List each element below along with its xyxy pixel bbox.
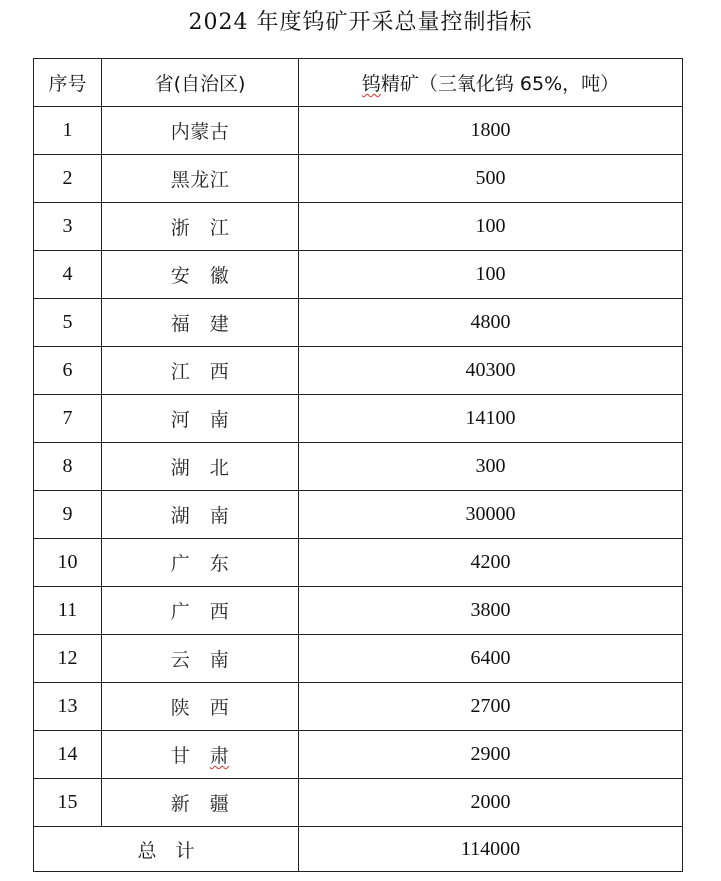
total-label: 总 计: [34, 827, 299, 872]
row-index: 13: [34, 683, 102, 731]
document-title: 2024 年度钨矿开采总量控制指标: [188, 10, 533, 35]
row-index: 2: [34, 155, 102, 203]
header-quota: [299, 59, 683, 107]
table-row: [34, 347, 683, 395]
header-quota-rest: 精矿（三氧化钨 65%，吨）: [380, 73, 620, 95]
row-province: 湖 南: [102, 491, 299, 539]
row-index: 9: [34, 491, 102, 539]
row-index: 12: [34, 635, 102, 683]
table-row: [34, 731, 683, 779]
table-header-row: [34, 59, 683, 107]
row-quota: 40300: [299, 347, 683, 395]
row-index: 14: [34, 731, 102, 779]
header-quota-prefix: 钨: [361, 73, 381, 95]
table-row: [34, 395, 683, 443]
row-quota: 1800: [299, 107, 683, 155]
total-value: 114000: [299, 827, 683, 872]
table-row: [34, 539, 683, 587]
row-quota: 100: [299, 203, 683, 251]
row-quota: 14100: [299, 395, 683, 443]
table-row: [34, 203, 683, 251]
row-province: 江 西: [102, 347, 299, 395]
table-row: [34, 299, 683, 347]
table-row: [34, 779, 683, 827]
row-index: 5: [34, 299, 102, 347]
row-quota: 30000: [299, 491, 683, 539]
table-row: [34, 251, 683, 299]
table-row: [34, 443, 683, 491]
row-quota: 3800: [299, 587, 683, 635]
row-quota: 4200: [299, 539, 683, 587]
row-province: 湖 北: [102, 443, 299, 491]
row-quota: 2000: [299, 779, 683, 827]
row-index: 10: [34, 539, 102, 587]
row-index: 3: [34, 203, 102, 251]
row-quota: 2900: [299, 731, 683, 779]
table-row: [34, 155, 683, 203]
row-province: 浙 江: [102, 203, 299, 251]
row-index: 4: [34, 251, 102, 299]
row-quota: 100: [299, 251, 683, 299]
row-province: 安 徽: [102, 251, 299, 299]
total-row: [34, 827, 683, 872]
row-quota: 2700: [299, 683, 683, 731]
row-quota: 300: [299, 443, 683, 491]
table-row: [34, 587, 683, 635]
table-row: [34, 491, 683, 539]
header-province: 省(自治区): [102, 59, 299, 107]
table-row: [34, 107, 683, 155]
row-quota: 500: [299, 155, 683, 203]
row-province-first: 甘: [170, 745, 210, 767]
row-province: 云 南: [102, 635, 299, 683]
row-quota: 6400: [299, 635, 683, 683]
row-province-last: 肃: [209, 745, 230, 767]
row-index: 1: [34, 107, 102, 155]
row-province: 新 疆: [102, 779, 299, 827]
row-index: 11: [34, 587, 102, 635]
row-province: 河 南: [102, 395, 299, 443]
row-index: 15: [34, 779, 102, 827]
row-index: 8: [34, 443, 102, 491]
table-row: [34, 683, 683, 731]
row-province: 内蒙古: [102, 107, 299, 155]
row-province: 福 建: [102, 299, 299, 347]
row-province: 广 西: [102, 587, 299, 635]
table-row: [34, 635, 683, 683]
quota-table: [33, 58, 683, 872]
row-province: 黑龙江: [102, 155, 299, 203]
row-quota: 4800: [299, 299, 683, 347]
row-province: 广 东: [102, 539, 299, 587]
row-index: 7: [34, 395, 102, 443]
header-index: 序号: [34, 59, 102, 107]
row-index: 6: [34, 347, 102, 395]
row-province: [102, 731, 299, 779]
row-province: 陕 西: [102, 683, 299, 731]
